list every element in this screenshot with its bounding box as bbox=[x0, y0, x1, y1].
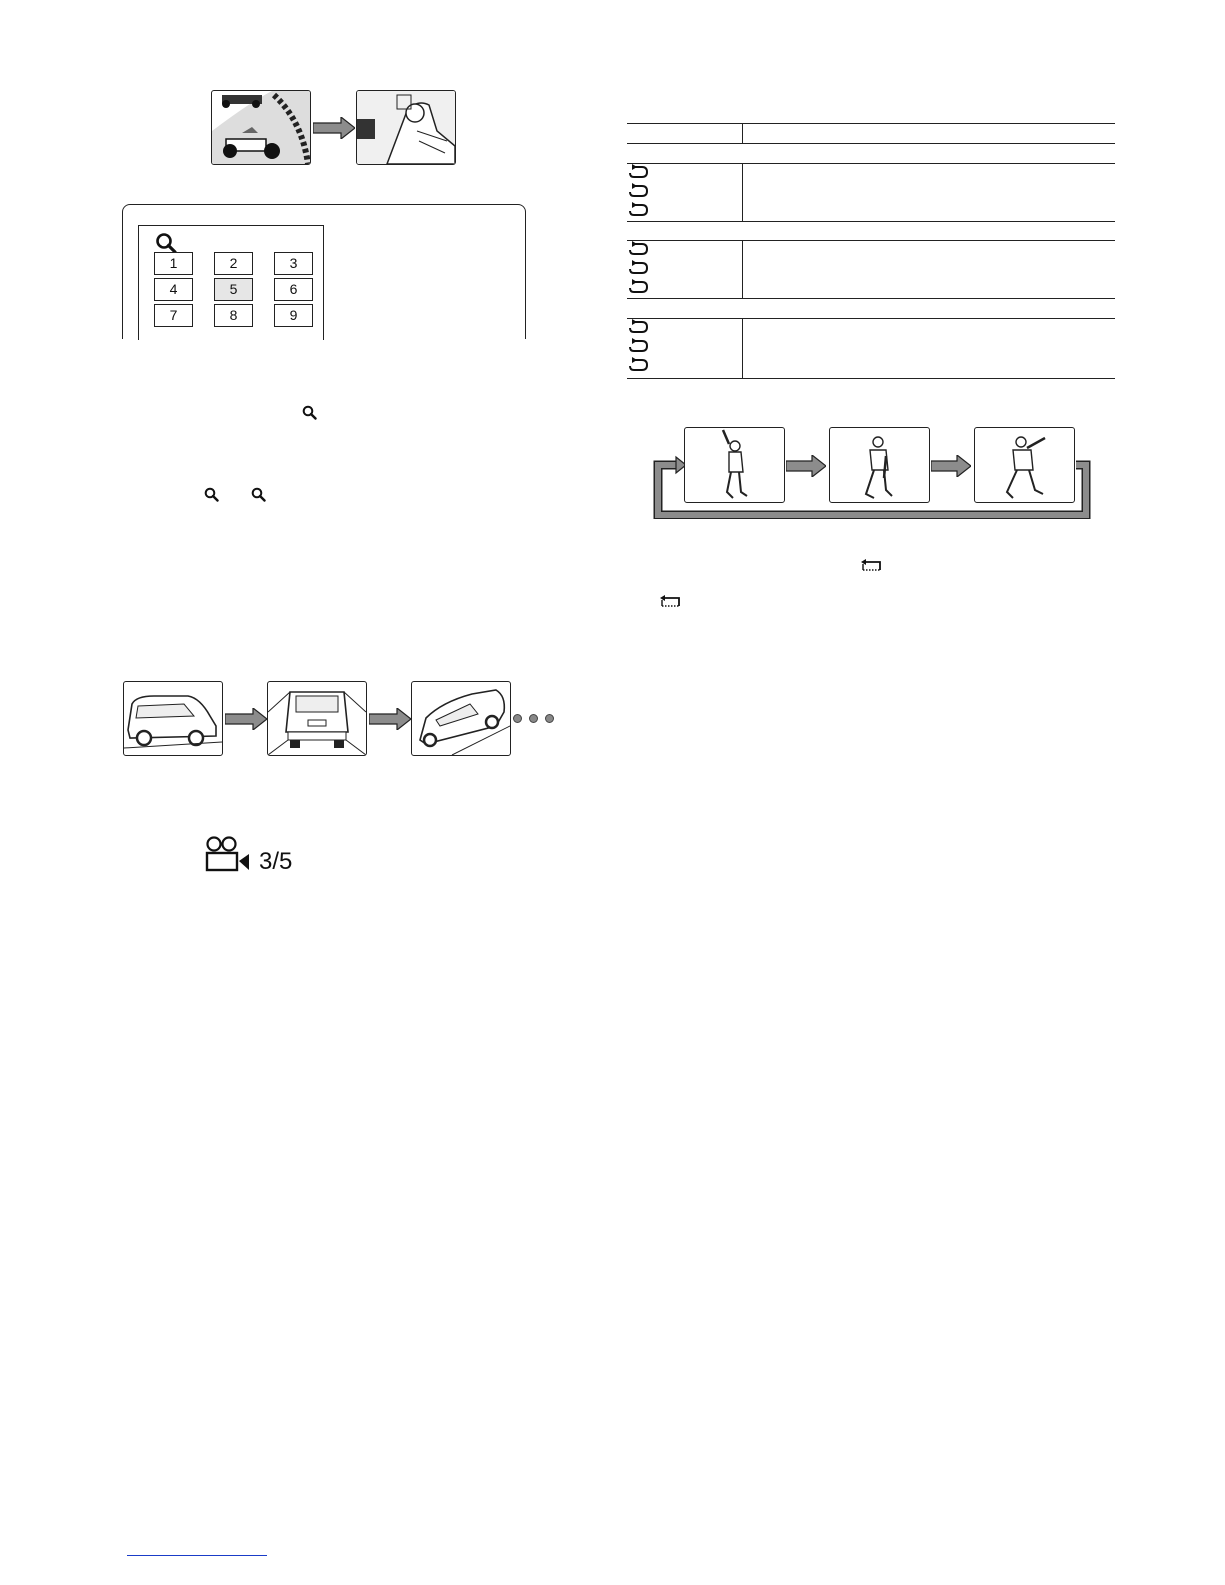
table-group-rule bbox=[627, 221, 1115, 222]
table-column-divider bbox=[742, 318, 743, 378]
arrow-right-icon bbox=[313, 117, 355, 139]
table-column-divider bbox=[742, 163, 743, 221]
magnifier-icon bbox=[155, 232, 177, 254]
zoom-grid-box bbox=[138, 225, 324, 340]
arrow-right-icon bbox=[786, 455, 826, 477]
table-header-rule bbox=[627, 143, 1115, 144]
repeat-icon bbox=[627, 357, 651, 373]
baseball-frame-2 bbox=[829, 427, 930, 503]
zoom-cell[interactable]: 6 bbox=[274, 278, 313, 301]
table-column-divider bbox=[742, 123, 743, 143]
van-frame-2 bbox=[267, 681, 367, 756]
repeat-icon bbox=[627, 279, 651, 295]
zoom-cell[interactable]: 2 bbox=[214, 252, 253, 275]
table-group-rule bbox=[627, 163, 1115, 164]
continuation-dot bbox=[545, 714, 554, 723]
zoom-cell[interactable]: 7 bbox=[154, 304, 193, 327]
repeat-icon bbox=[627, 260, 651, 276]
table-column-divider bbox=[742, 240, 743, 298]
repeat-icon bbox=[627, 202, 651, 218]
arrow-right-icon bbox=[369, 708, 411, 730]
continuation-dot bbox=[529, 714, 538, 723]
zoom-cell[interactable]: 4 bbox=[154, 278, 193, 301]
zoom-cell[interactable]: 9 bbox=[274, 304, 313, 327]
repeat-icon bbox=[627, 183, 651, 199]
angle-value: 3/5 bbox=[259, 848, 293, 875]
magnifier-icon bbox=[204, 487, 219, 502]
baseball-frame-1 bbox=[684, 427, 785, 503]
continuation-dot bbox=[513, 714, 522, 723]
repeat-icon bbox=[627, 319, 651, 335]
baseball-frame-3 bbox=[974, 427, 1075, 503]
page-link-underline[interactable] bbox=[127, 1555, 267, 1556]
zoom-panel bbox=[122, 204, 526, 339]
table-top-rule bbox=[627, 123, 1115, 124]
van-frame-3 bbox=[411, 681, 511, 756]
zoom-cell[interactable]: 3 bbox=[274, 252, 313, 275]
race-car-frame-1 bbox=[211, 90, 311, 165]
arrow-right-icon bbox=[931, 455, 971, 477]
table-bottom-rule bbox=[627, 378, 1115, 379]
repeat-icon bbox=[627, 164, 651, 180]
repeat-icon bbox=[627, 241, 651, 257]
repeat-ab-icon bbox=[860, 557, 884, 572]
zoom-cell[interactable]: 8 bbox=[214, 304, 253, 327]
zoom-cell-selected[interactable]: 5 bbox=[214, 278, 253, 301]
race-car-frame-2 bbox=[356, 90, 456, 165]
zoom-cell[interactable]: 1 bbox=[154, 252, 193, 275]
magnifier-icon bbox=[302, 405, 317, 420]
repeat-ab-icon bbox=[659, 593, 683, 608]
table-group-rule bbox=[627, 298, 1115, 299]
arrow-right-icon bbox=[225, 708, 267, 730]
magnifier-icon bbox=[251, 487, 266, 502]
repeat-icon bbox=[627, 338, 651, 354]
camera-angle-icon bbox=[205, 836, 251, 874]
van-frame-1 bbox=[123, 681, 223, 756]
table-group-rule bbox=[627, 318, 1115, 319]
table-group-rule bbox=[627, 240, 1115, 241]
